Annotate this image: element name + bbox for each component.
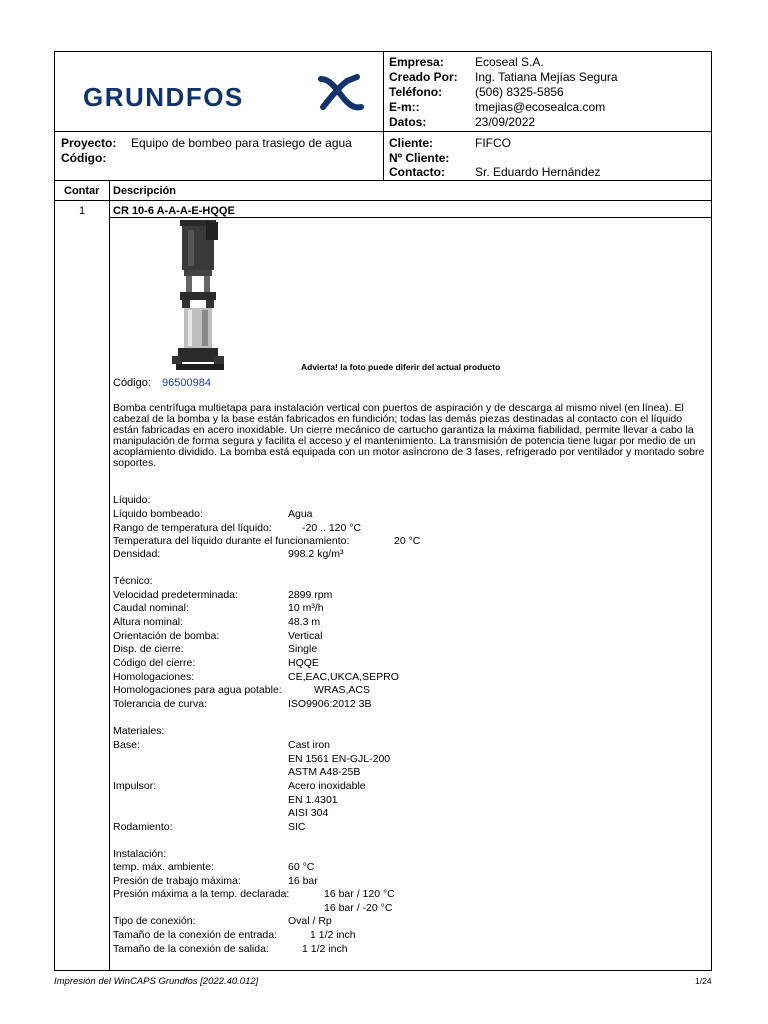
spec-label: Tolerancia de curva:: [113, 698, 207, 710]
creado-por-value: Ing. Tatiana Mejías Segura: [475, 70, 618, 84]
nro-cliente-label: Nº Cliente:: [389, 151, 450, 165]
spec-value: 16 bar: [288, 875, 318, 887]
spec-value: 10 m³/h: [288, 602, 324, 614]
cliente-label: Cliente:: [389, 136, 434, 150]
spec-value: -20 .. 120 °C: [302, 522, 362, 534]
spec-value: 16 bar / 120 °C: [324, 888, 395, 900]
spec-label: Orientación de bomba:: [113, 630, 220, 642]
spec-value: 2899 rpm: [288, 589, 333, 601]
footer-print-info: Impresión del WinCAPS Grundfos [2022.40.012]: [54, 976, 259, 987]
spec-label: Tamaño de la conexión de salida:: [113, 943, 269, 955]
spec-value: ASTM A48-25B: [288, 766, 361, 778]
divider: [54, 200, 712, 201]
spec-value: EN 1561 EN-GJL-200: [288, 753, 391, 765]
spec-label: Homologaciones:: [113, 671, 195, 683]
empresa-label: Empresa:: [389, 55, 444, 69]
spec-label: Temperatura del líquido durante el funcionamiento:: [113, 535, 350, 547]
spec-label: Homologaciones para agua potable:: [113, 684, 282, 696]
spec-value: Single: [288, 643, 318, 655]
section-title-materiales: Materiales:: [113, 725, 165, 737]
proyecto-value: Equipo de bombeo para trasiego de agua: [131, 136, 352, 150]
empresa-value: Ecoseal S.A.: [475, 55, 544, 69]
divider: [383, 51, 384, 180]
section-title-liquido: Líquido:: [113, 494, 151, 506]
column-header-contar: Contar: [64, 185, 100, 197]
divider: [54, 180, 712, 181]
spec-value: 20 °C: [394, 535, 421, 547]
section-title-tecnico: Técnico:: [113, 575, 153, 587]
spec-value: WRAS,ACS: [314, 684, 371, 696]
spec-label: Rango de temperatura del líquido:: [113, 522, 272, 534]
spec-value: Acero inoxidable: [288, 780, 366, 792]
page-number: 1/24: [695, 976, 712, 986]
spec-value: HQQE: [288, 657, 319, 669]
product-name: CR 10-6 A-A-A-E-HQQE: [113, 205, 235, 217]
spec-value: Cast iron: [288, 739, 331, 751]
creado-por-label: Creado Por:: [389, 70, 458, 84]
spec-label: Velocidad predeterminada:: [113, 589, 238, 601]
spec-label: Presión máxima a la temp. declarada:: [113, 888, 290, 900]
spec-value: CE,EAC,UKCA,SEPRO: [288, 671, 399, 683]
spec-value: EN 1.4301: [288, 794, 338, 806]
photo-disclaimer: Advierta! la foto puede diferir del actual producto: [301, 362, 501, 372]
codigo-proyecto-label: Código:: [61, 151, 107, 165]
section-title-instalacion: Instalación:: [113, 848, 167, 860]
grundfos-logo-icon: [317, 73, 365, 113]
codigo-link[interactable]: 96500984: [162, 377, 211, 389]
spec-value: Vertical: [288, 630, 323, 642]
contacto-value: Sr. Eduardo Hernández: [475, 165, 601, 179]
spec-value: Oval / Rp: [288, 915, 332, 927]
spec-label: Rodamiento:: [113, 821, 173, 833]
grundfos-logo: GRUNDFOS: [83, 82, 244, 112]
telefono-label: Teléfono:: [389, 85, 443, 99]
contacto-label: Contacto:: [389, 165, 445, 179]
spec-value: 48.3 m: [288, 616, 321, 628]
spec-label: Base:: [113, 739, 140, 751]
spec-value: 1 1/2 inch: [310, 929, 356, 941]
spec-value: Agua: [288, 508, 313, 520]
spec-label: Tamaño de la conexión de entrada:: [113, 929, 278, 941]
spec-value: 998.2 kg/m³: [288, 548, 344, 560]
column-header-descripcion: Descripción: [113, 185, 176, 197]
telefono-value: (506) 8325-5856: [475, 85, 564, 99]
spec-label: temp. máx. ambiente:: [113, 861, 214, 873]
email-value: tmejias@ecosealca.com: [475, 100, 606, 114]
spec-value: 1 1/2 inch: [302, 943, 348, 955]
proyecto-label: Proyecto:: [61, 136, 117, 150]
spec-value: AISI 304: [288, 807, 329, 819]
spec-label: Densidad:: [113, 548, 161, 560]
item-count: 1: [79, 205, 86, 217]
spec-value: 16 bar / -20 °C: [324, 902, 393, 914]
pump-photo: [168, 218, 248, 374]
email-label: E-m::: [389, 100, 420, 114]
spec-value: SIC: [288, 821, 306, 833]
product-description: Bomba centrífuga multietapa para instalación vertical con puertos de aspiración y de descarga al mismo nivel (en línea). El cabezal de la bomba y la base están fabricados en fundición; todas las demás piezas destinadas al contacto con el líquido están fabricadas en acero inoxidable. Un cierre mecánico de cartucho garantiza la máxima fiabilidad, permite llevar a cabo la manipulación de forma segura y facilita el acceso y el mantenimiento. La transmisión de potencia tiene lugar por medio de un acoplamiento dividido. La bomba está equipada con un motor asíncrono de 3 fases, refrigerado por ventilador y montado sobre soportes.: [113, 402, 705, 469]
spec-label: Tipo de conexión:: [113, 915, 196, 927]
spec-label: Código del cierre:: [113, 657, 196, 669]
fecha-label: Datos:: [389, 115, 427, 129]
spec-label: Líquido bombeado:: [113, 508, 203, 520]
codigo-label: Código:: [113, 377, 151, 389]
divider: [109, 180, 110, 971]
spec-label: Presión de trabajo máxima:: [113, 875, 241, 887]
spec-label: Disp. de cierre:: [113, 643, 184, 655]
cliente-value: FIFCO: [475, 136, 511, 150]
spec-value: 60 °C: [288, 861, 315, 873]
spec-label: Caudal nominal:: [113, 602, 189, 614]
spec-label: Altura nominal:: [113, 616, 184, 628]
spec-label: Impulsor:: [113, 780, 157, 792]
spec-value: ISO9906:2012 3B: [288, 698, 372, 710]
fecha-value: 23/09/2022: [475, 115, 536, 129]
